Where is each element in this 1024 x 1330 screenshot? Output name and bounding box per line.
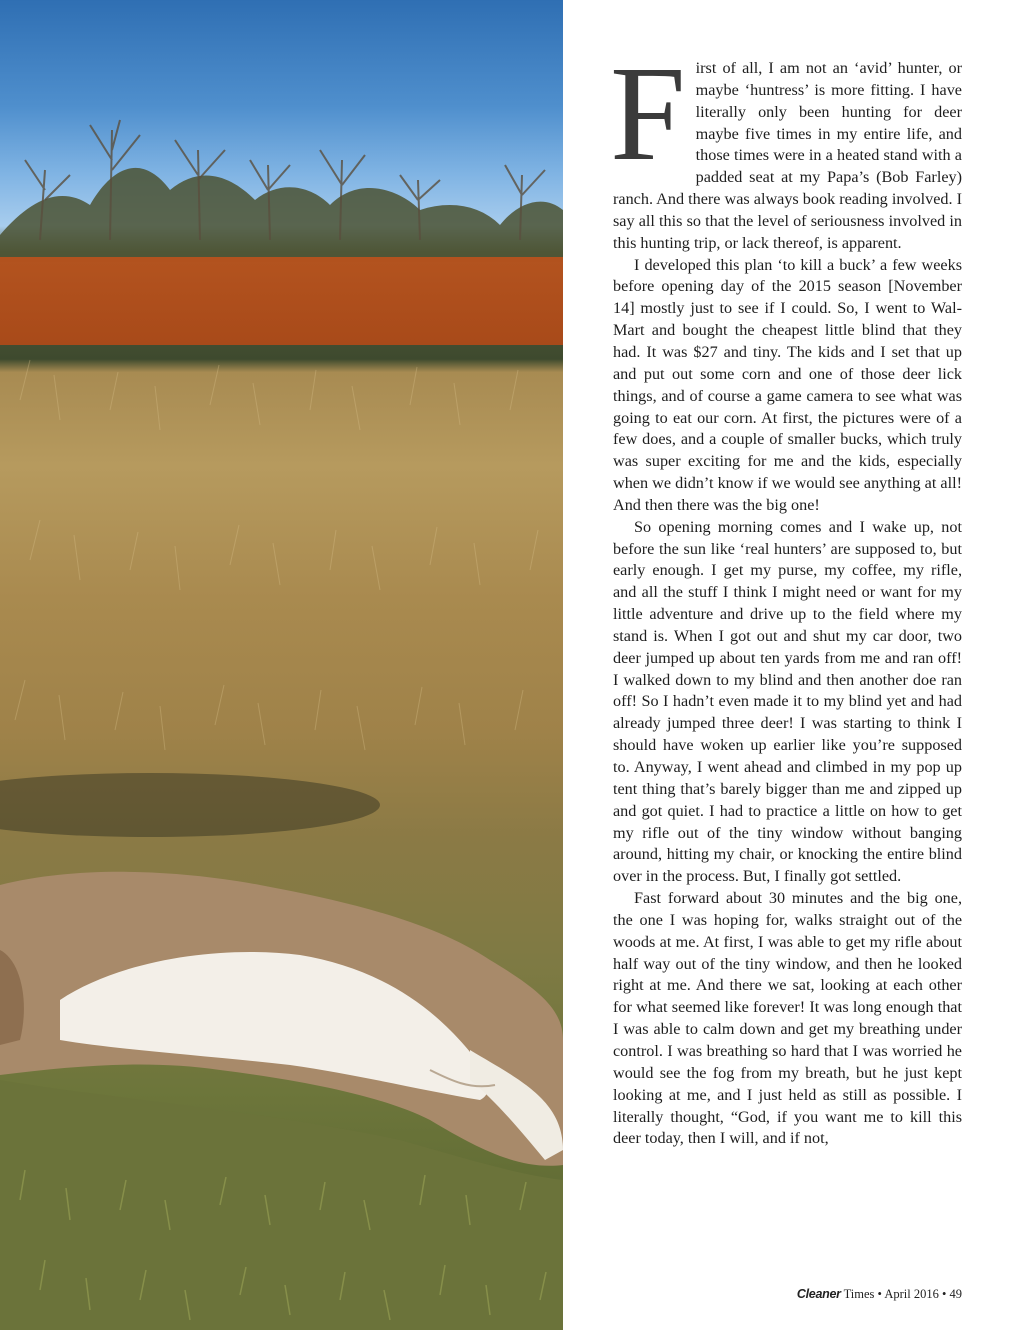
footer-title: Times xyxy=(843,1287,875,1301)
page-footer xyxy=(797,1287,962,1302)
article-paragraph-4: Fast forward about 30 minutes and the big one, the one I was hoping for, walks straight out of the woods at me. At first, I was able to get my rifle about half way out of the tiny window, and then he looked right at me. And there we sat, looking at each other for what seemed like forever! It was long enough that I was able to calm down and get my breathing under control. I was breathing so hard that I was worried he would see the fog from my breath, but he just kept looking at me, and I just held as still as possible. I literally thought, “God, if you want me to kill this deer today, then I will, and if not, xyxy=(613,889,962,1148)
article-paragraph-1 xyxy=(610,39,962,255)
article-body xyxy=(610,39,962,1150)
drop-cap: F xyxy=(610,39,686,189)
footer-separator: • xyxy=(941,1287,947,1301)
footer-brand: Cleaner xyxy=(796,1287,841,1301)
paragraph-1-text: irst of all, I am not an ‘avid’ hunter, or maybe ‘huntress’ is more fitting. I have literally only been hunting for deer maybe five times in my entire life, and those times were in a heated stand with a padded seat at my Papa’s (Bob Farley) ranch. And there was always book reading involved. I say all this so that the level of seriousness involved in this hunting trip, or lack thereof, is apparent. xyxy=(613,59,962,252)
article-paragraph-3: So opening morning comes and I wake up, not before the sun like ‘real hunters’ are supposed to, but early enough. I get my purse, my coffee, my rifle, and all the stuff I think I might need or want for my little adventure and drive up to the field where my stand is. When I got out and shut my car door, two deer jumped up about ten yards from me and ran off! I walked down to my blind and then another doe ran off! So I hadn’t even made it to my blind yet and had already jumped three deer! I was starting to think I should have woken up earlier like you’re supposed to. Anyway, I went ahead and climbed in my pop up tent thing that’s barely bigger than me and zipped up and got quiet. I had to practice a little on how to get my rifle out of the tiny window without banging around, hitting my chair, or knocking the entire blind over in the process. But, I finally got settled. xyxy=(613,517,962,886)
footer-date: April 2016 xyxy=(884,1287,939,1301)
footer-separator: • xyxy=(877,1287,882,1301)
page-number: 49 xyxy=(949,1287,962,1301)
orange-banner-band xyxy=(0,257,563,345)
article-paragraph-2: I developed this plan ‘to kill a buck’ a few weeks before opening day of the 2015 season [November 14] mostly just to see if I could. So, I went to Wal-Mart and bought the cheapest little blind that they had. It was $27 and tiny. The kids and I set that up and put out some corn and one of those deer lick things, and of course a game camera to see what was going to eat our corn. At first, the pictures were of a few does, and a couple of smaller bucks, which truly was super exciting for me and the kids, especially when we didn’t know if we would see anything at all! And then there was the big one! xyxy=(613,255,962,514)
